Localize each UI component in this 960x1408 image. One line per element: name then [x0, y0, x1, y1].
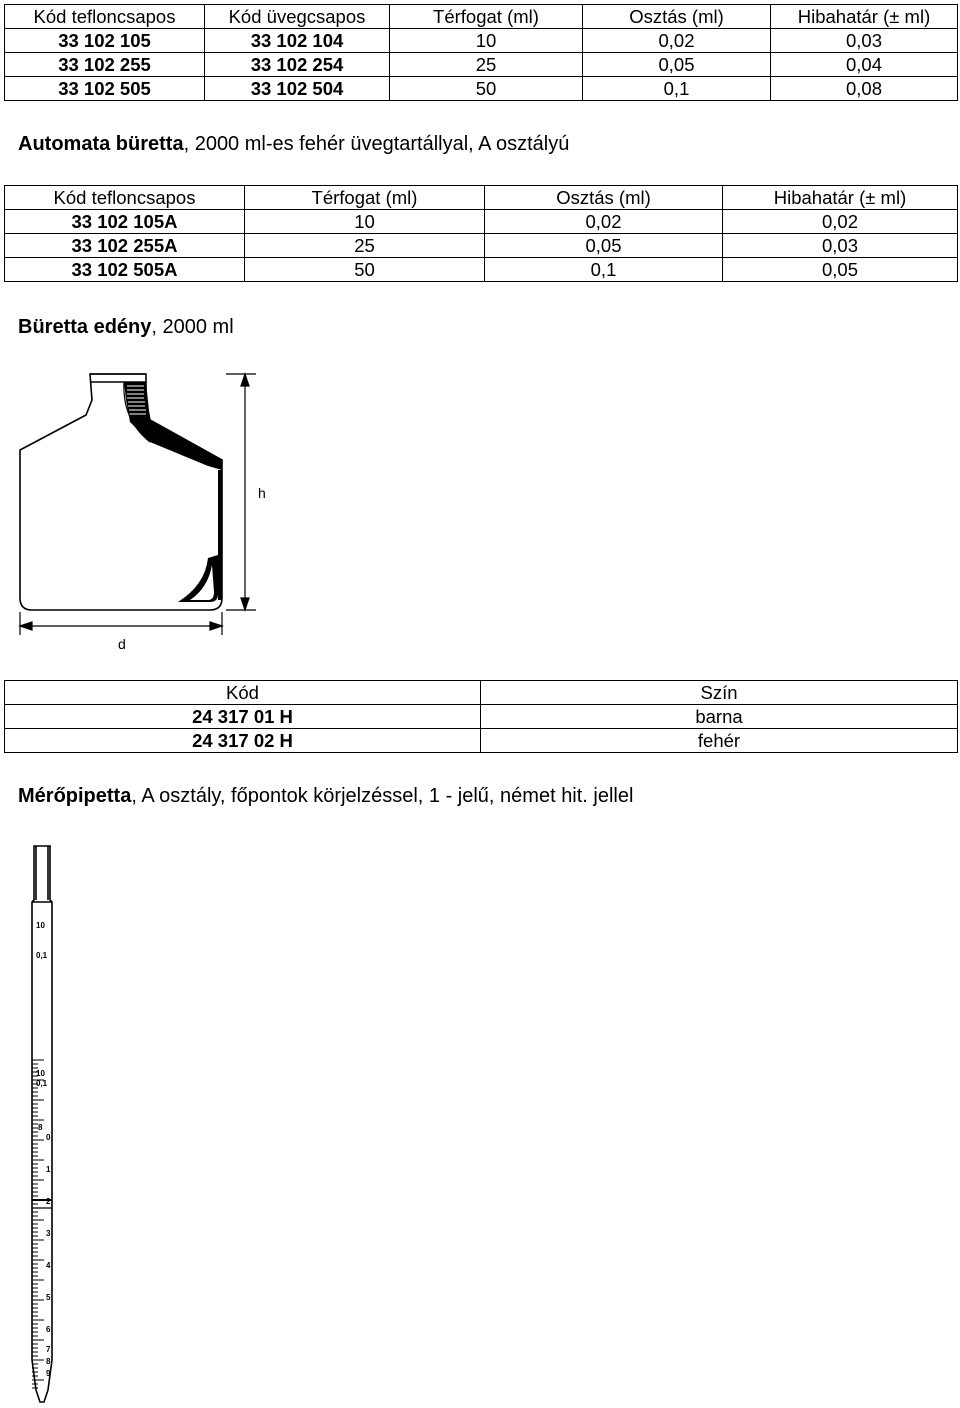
heading-bold: Büretta edény — [18, 316, 152, 338]
table-row — [5, 210, 958, 234]
column-header: Kód — [5, 681, 481, 705]
table-cell: 0,1 — [485, 258, 723, 282]
table-cell: 25 — [245, 234, 485, 258]
table-cell: 0,05 — [485, 234, 723, 258]
pipette-mark: 0 — [46, 1133, 51, 1142]
automatic-burette-table — [4, 185, 958, 282]
table-cell: 0,1 — [583, 77, 771, 101]
table-cell: 0,05 — [583, 53, 771, 77]
table-cell: 0,05 — [723, 258, 958, 282]
table-cell: 33 102 104 — [205, 29, 390, 53]
pipette-mark: 3 — [46, 1229, 51, 1238]
table-cell: 0,02 — [485, 210, 723, 234]
table-cell: 0,02 — [583, 29, 771, 53]
table-cell: 24 317 02 H — [5, 729, 481, 753]
pipette-drawing — [20, 840, 80, 1405]
pipette-mark: 1 — [46, 1165, 51, 1174]
column-header: Hibahatár (± ml) — [723, 186, 958, 210]
table-cell: barna — [481, 705, 958, 729]
table-cell: 33 102 255A — [5, 234, 245, 258]
heading-rest: , A osztály, főpontok körjelzéssel, 1 - jelű, német hit. jellel — [131, 785, 634, 807]
heading-rest: , 2000 ml — [151, 316, 234, 338]
burette-table — [4, 4, 958, 101]
table-row — [5, 29, 958, 53]
table-cell: 33 102 505 — [5, 77, 205, 101]
table-row — [5, 729, 958, 753]
diameter-label: d — [118, 636, 126, 652]
pipette-mark: 0,1 — [36, 951, 48, 960]
pipette-mark: 6 — [46, 1325, 51, 1334]
column-header: Osztás (ml) — [485, 186, 723, 210]
bottle-table — [4, 680, 958, 753]
column-header: Kód üvegcsapos — [205, 5, 390, 29]
table-cell: 33 102 505A — [5, 258, 245, 282]
table-cell: 25 — [390, 53, 583, 77]
table-row — [5, 77, 958, 101]
pipette-mark: 2 — [46, 1197, 51, 1206]
table-cell: 10 — [245, 210, 485, 234]
pipette-mark: 9 — [46, 1369, 51, 1378]
pipette-mark: 10 — [36, 921, 45, 930]
column-header: Térfogat (ml) — [390, 5, 583, 29]
pipette-mark: 8 — [38, 1123, 43, 1132]
pipette-mark: 5 — [46, 1293, 51, 1302]
column-header: Hibahatár (± ml) — [771, 5, 958, 29]
table-cell: 50 — [245, 258, 485, 282]
column-header: Térfogat (ml) — [245, 186, 485, 210]
table-cell: 24 317 01 H — [5, 705, 481, 729]
table-cell: 10 — [390, 29, 583, 53]
table-header-row — [5, 681, 958, 705]
column-header: Szín — [481, 681, 958, 705]
table-row — [5, 258, 958, 282]
table-header-row — [5, 186, 958, 210]
heading-bold: Mérőpipetta — [18, 785, 132, 807]
table-cell: 50 — [390, 77, 583, 101]
table-row — [5, 705, 958, 729]
table-cell: 0,02 — [723, 210, 958, 234]
table-cell: 33 102 105A — [5, 210, 245, 234]
height-label: h — [258, 485, 266, 501]
automatic-burette-heading — [18, 133, 569, 156]
column-header: Kód tefloncsapos — [5, 186, 245, 210]
table-cell: 0,03 — [771, 29, 958, 53]
table-cell: 33 102 504 — [205, 77, 390, 101]
table-header-row — [5, 5, 958, 29]
table-cell: 33 102 254 — [205, 53, 390, 77]
table-cell: 0,04 — [771, 53, 958, 77]
pipette-mark: 7 — [46, 1345, 51, 1354]
column-header: Kód tefloncsapos — [5, 5, 205, 29]
table-row — [5, 53, 958, 77]
table-cell: 33 102 255 — [5, 53, 205, 77]
pipette-mark: 10 — [36, 1069, 45, 1078]
table-cell: 33 102 105 — [5, 29, 205, 53]
pipette-mark: 4 — [46, 1261, 51, 1270]
bottle-drawing — [0, 360, 300, 660]
table-row — [5, 234, 958, 258]
heading-bold: Automata büretta — [18, 133, 184, 155]
burette-bottle-heading — [18, 316, 234, 339]
heading-rest: , 2000 ml-es fehér üvegtartállyal, A osztályú — [183, 133, 570, 155]
table-cell: 0,08 — [771, 77, 958, 101]
table-cell: 0,03 — [723, 234, 958, 258]
table-cell: fehér — [481, 729, 958, 753]
column-header: Osztás (ml) — [583, 5, 771, 29]
pipette-mark: 0,1 — [36, 1079, 48, 1088]
pipette-heading — [18, 785, 633, 808]
pipette-mark: 8 — [46, 1357, 51, 1366]
